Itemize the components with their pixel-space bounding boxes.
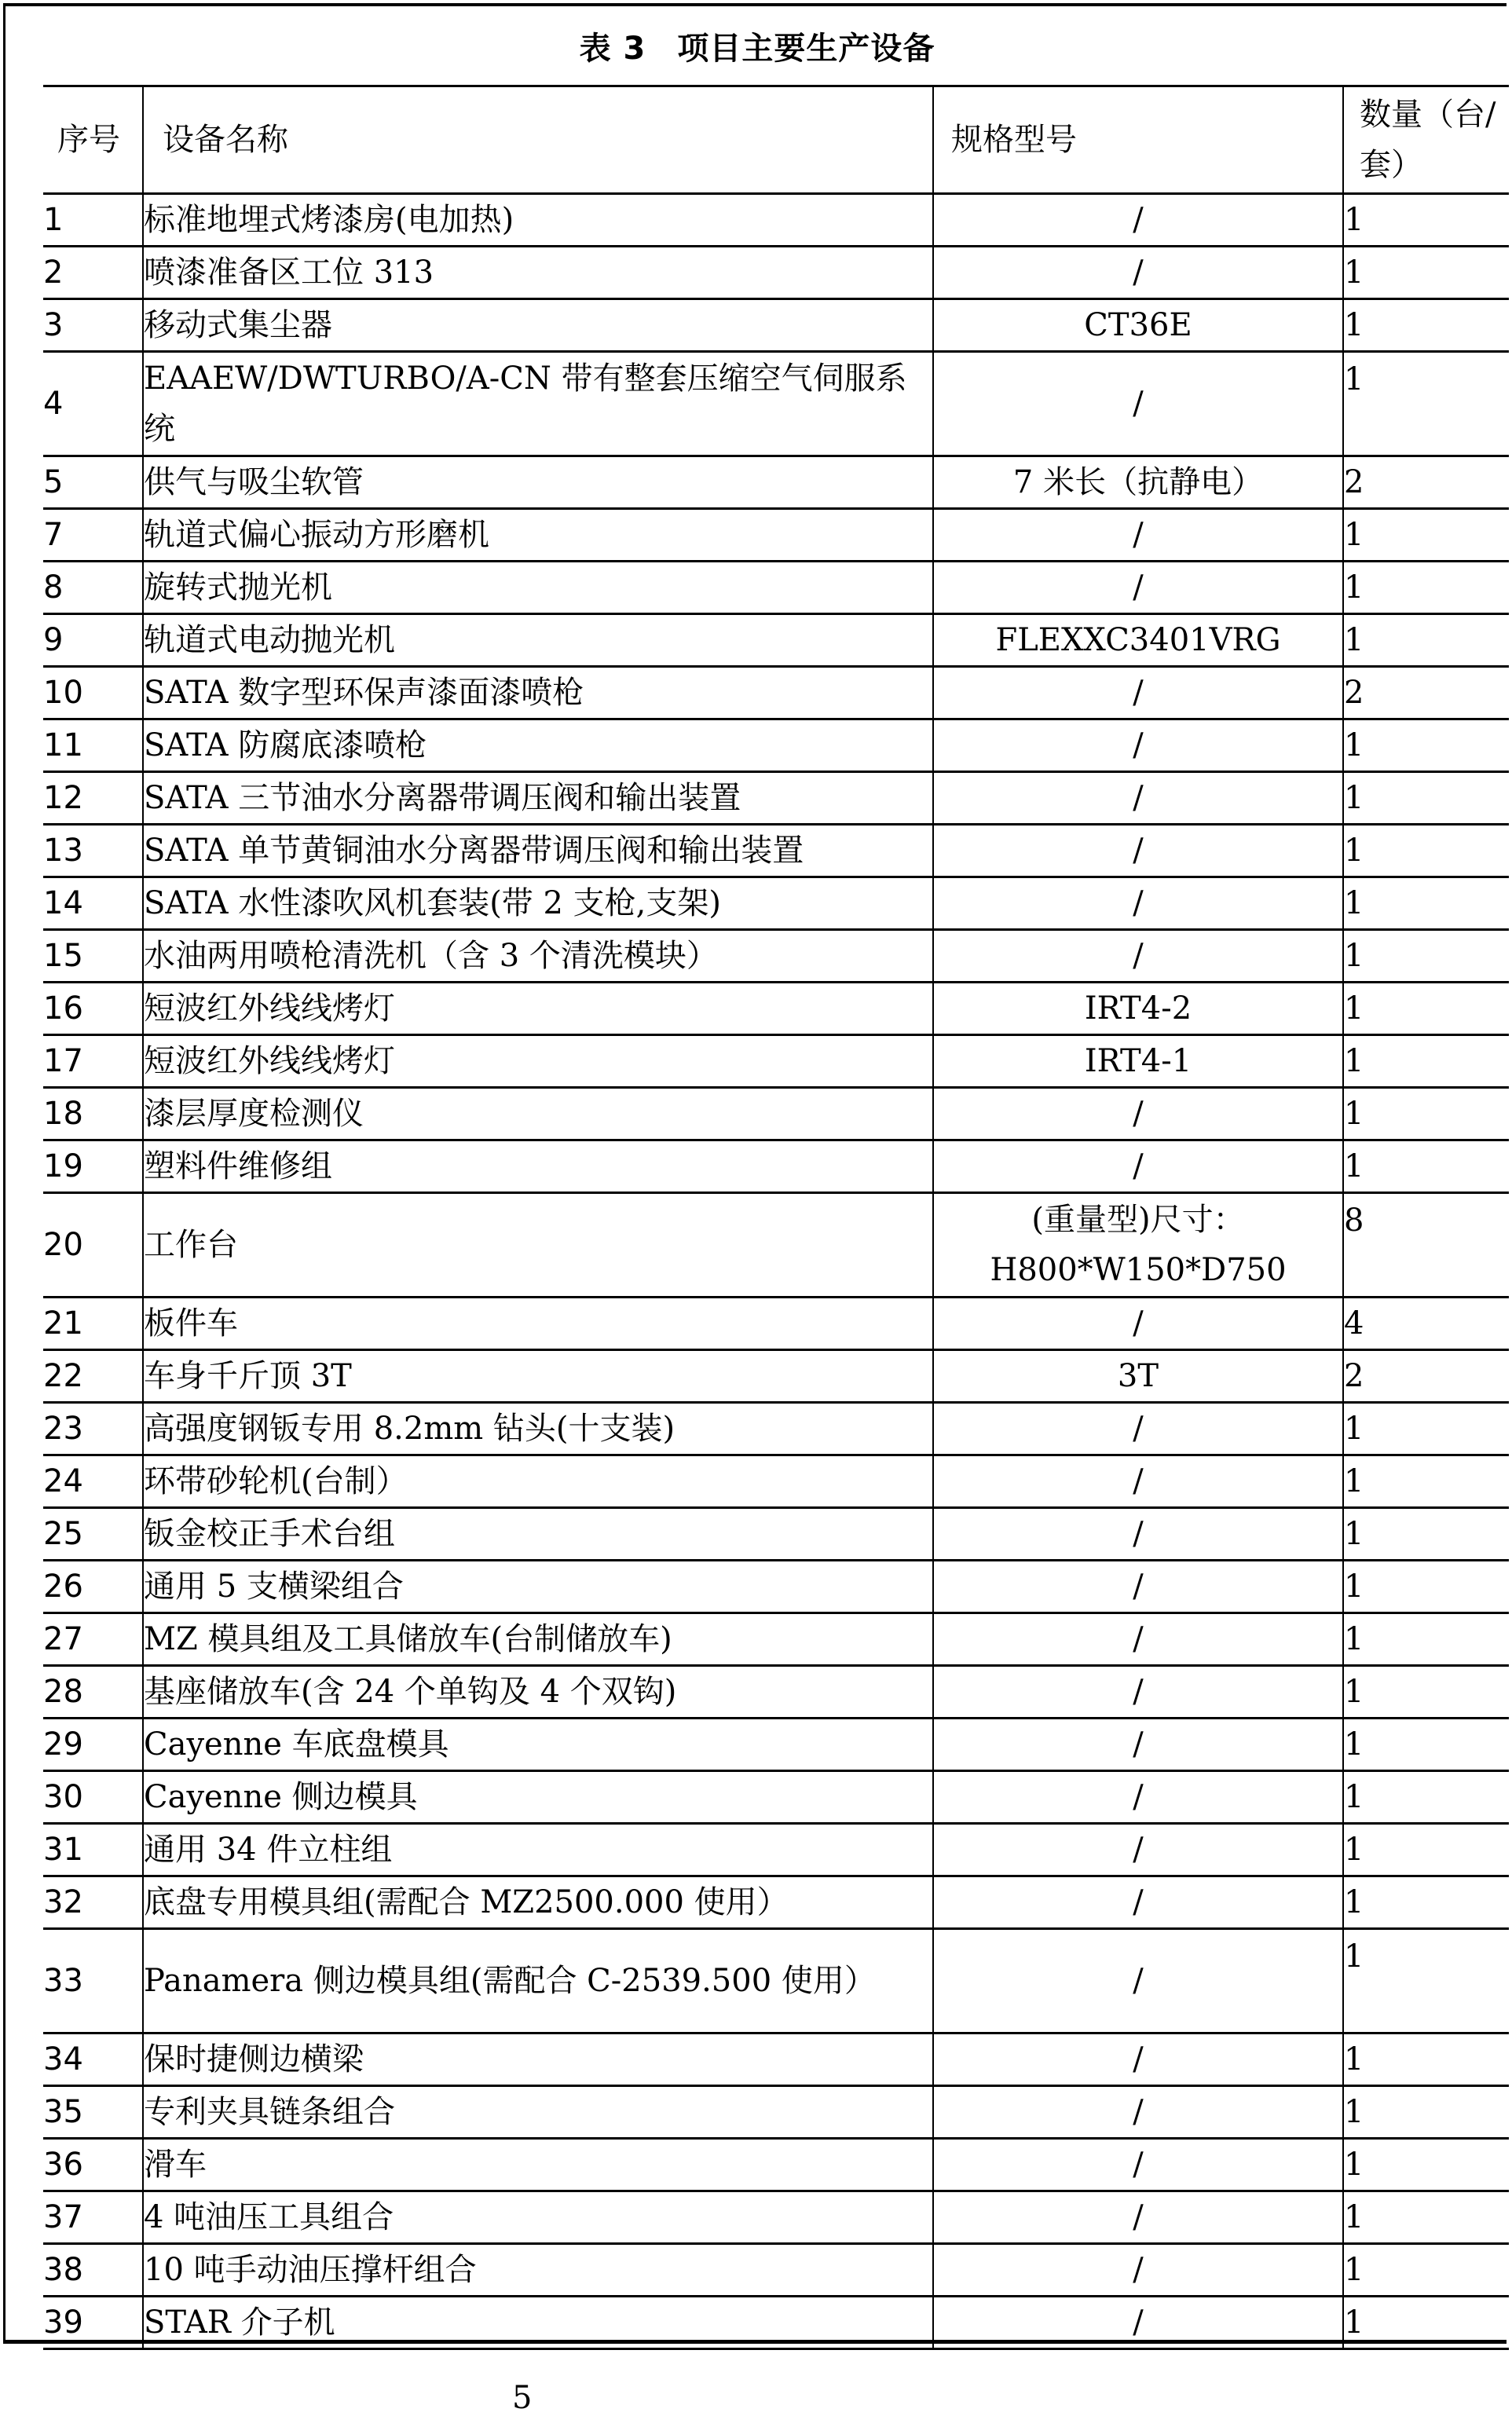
- table-row: [43, 614, 1509, 667]
- equipment-spec: /: [933, 1824, 1343, 1876]
- table-row: [43, 247, 1509, 299]
- row-number: 27: [43, 1613, 143, 1666]
- equipment-quantity: 1: [1343, 1035, 1509, 1088]
- equipment-spec: IRT4-1: [933, 1035, 1343, 1088]
- row-number: 34: [43, 2033, 143, 2086]
- row-number: 31: [43, 1824, 143, 1876]
- table-row: [43, 983, 1509, 1035]
- equipment-name: 喷漆准备区工位 313: [143, 247, 933, 299]
- equipment-quantity: 1: [1343, 1824, 1509, 1876]
- equipment-quantity: 1: [1343, 983, 1509, 1035]
- equipment-quantity: 1: [1343, 299, 1509, 352]
- table-row: [43, 1350, 1509, 1403]
- equipment-quantity: 1: [1343, 2139, 1509, 2191]
- table-row: [43, 2191, 1509, 2244]
- header-name: 设备名称: [143, 86, 933, 194]
- equipment-spec: /: [933, 2244, 1343, 2297]
- equipment-name: 车身千斤顶 3T: [143, 1350, 933, 1403]
- table-row: [43, 1298, 1509, 1350]
- row-number: 35: [43, 2086, 143, 2139]
- equipment-name: SATA 数字型环保声漆面漆喷枪: [143, 667, 933, 719]
- equipment-quantity: 1: [1343, 194, 1509, 247]
- table-row: [43, 719, 1509, 772]
- table-row: [43, 1876, 1509, 1929]
- table-title: [5, 6, 1509, 85]
- table-row: [43, 825, 1509, 877]
- table-title-number: 表 3: [579, 30, 646, 67]
- equipment-name: SATA 防腐底漆喷枪: [143, 719, 933, 772]
- equipment-name: 水油两用喷枪清洗机（含 3 个清洗模块）: [143, 930, 933, 983]
- row-number: 28: [43, 1666, 143, 1719]
- equipment-spec: /: [933, 1403, 1343, 1455]
- equipment-name: STAR 介子机: [143, 2297, 933, 2349]
- equipment-quantity: 1: [1343, 1561, 1509, 1613]
- equipment-quantity: 1: [1343, 1455, 1509, 1508]
- equipment-spec: /: [933, 930, 1343, 983]
- equipment-spec: /: [933, 562, 1343, 614]
- row-number: 24: [43, 1455, 143, 1508]
- equipment-name: 高强度钢钣专用 8.2mm 钻头(十支装): [143, 1403, 933, 1455]
- row-number: 39: [43, 2297, 143, 2349]
- equipment-name: 旋转式抛光机: [143, 562, 933, 614]
- equipment-name: 10 吨手动油压撑杆组合: [143, 2244, 933, 2297]
- equipment-spec: /: [933, 194, 1343, 247]
- header-qty: 数量（台/套）: [1343, 86, 1509, 194]
- row-number: 10: [43, 667, 143, 719]
- row-number: 16: [43, 983, 143, 1035]
- equipment-quantity: 1: [1343, 1613, 1509, 1666]
- table-frame: [3, 3, 1507, 2344]
- equipment-quantity: 1: [1343, 1088, 1509, 1140]
- table-row: [43, 667, 1509, 719]
- equipment-name: 标准地埋式烤漆房(电加热): [143, 194, 933, 247]
- row-number: 19: [43, 1140, 143, 1193]
- equipment-spec: 3T: [933, 1350, 1343, 1403]
- table-row: [43, 1140, 1509, 1193]
- row-number: 23: [43, 1403, 143, 1455]
- table-row: [43, 1719, 1509, 1771]
- row-number: 37: [43, 2191, 143, 2244]
- equipment-quantity: 1: [1343, 1771, 1509, 1824]
- equipment-name: 轨道式偏心振动方形磨机: [143, 509, 933, 562]
- equipment-name: 通用 5 支横梁组合: [143, 1561, 933, 1613]
- equipment-name: SATA 水性漆吹风机套装(带 2 支枪,支架): [143, 877, 933, 930]
- equipment-name: 工作台: [143, 1193, 933, 1298]
- equipment-quantity: 1: [1343, 1876, 1509, 1929]
- equipment-spec: 7 米长（抗静电）: [933, 456, 1343, 509]
- row-number: 15: [43, 930, 143, 983]
- equipment-quantity: 1: [1343, 719, 1509, 772]
- row-number: 33: [43, 1929, 143, 2033]
- equipment-quantity: 1: [1343, 2033, 1509, 2086]
- table-row: [43, 194, 1509, 247]
- table-row: [43, 2297, 1509, 2349]
- equipment-table: [43, 85, 1509, 2350]
- table-row: [43, 1193, 1509, 1298]
- row-number: 3: [43, 299, 143, 352]
- equipment-name: 专利夹具链条组合: [143, 2086, 933, 2139]
- equipment-spec: /: [933, 825, 1343, 877]
- equipment-spec: /: [933, 1140, 1343, 1193]
- equipment-spec: /: [933, 2297, 1343, 2349]
- table-row: [43, 299, 1509, 352]
- equipment-quantity: 1: [1343, 1403, 1509, 1455]
- equipment-spec: /: [933, 1666, 1343, 1719]
- equipment-quantity: 2: [1343, 667, 1509, 719]
- equipment-quantity: 1: [1343, 2086, 1509, 2139]
- row-number: 29: [43, 1719, 143, 1771]
- table-row: [43, 1088, 1509, 1140]
- row-number: 22: [43, 1350, 143, 1403]
- equipment-name: 漆层厚度检测仪: [143, 1088, 933, 1140]
- table-row: [43, 352, 1509, 456]
- table-row: [43, 1403, 1509, 1455]
- equipment-name: MZ 模具组及工具储放车(台制储放车): [143, 1613, 933, 1666]
- equipment-name: 轨道式电动抛光机: [143, 614, 933, 667]
- equipment-name: 环带砂轮机(台制）: [143, 1455, 933, 1508]
- table-header-row: [43, 86, 1509, 194]
- table-row: [43, 772, 1509, 825]
- equipment-quantity: 1: [1343, 509, 1509, 562]
- equipment-quantity: 1: [1343, 825, 1509, 877]
- equipment-spec: CT36E: [933, 299, 1343, 352]
- equipment-spec: /: [933, 1876, 1343, 1929]
- equipment-name: 短波红外线线烤灯: [143, 983, 933, 1035]
- spec-line: (重量型)尺寸：: [1031, 1202, 1245, 1238]
- row-number: 14: [43, 877, 143, 930]
- equipment-quantity: 8: [1343, 1193, 1509, 1298]
- equipment-name: 塑料件维修组: [143, 1140, 933, 1193]
- header-spec: 规格型号: [933, 86, 1343, 194]
- row-number: 21: [43, 1298, 143, 1350]
- equipment-quantity: 1: [1343, 772, 1509, 825]
- row-number: 30: [43, 1771, 143, 1824]
- table-row: [43, 877, 1509, 930]
- equipment-name: 保时捷侧边横梁: [143, 2033, 933, 2086]
- table-row: [43, 1613, 1509, 1666]
- row-number: 2: [43, 247, 143, 299]
- row-number: 4: [43, 352, 143, 456]
- table-row: [43, 2244, 1509, 2297]
- equipment-quantity: 4: [1343, 1298, 1509, 1350]
- table-row: [43, 2086, 1509, 2139]
- equipment-spec: /: [933, 877, 1343, 930]
- table-row: [43, 1455, 1509, 1508]
- row-number: 9: [43, 614, 143, 667]
- equipment-spec: /: [933, 719, 1343, 772]
- equipment-name: 基座储放车(含 24 个单钩及 4 个双钩): [143, 1666, 933, 1719]
- equipment-name: EAAEW/DWTURBO/A-CN 带有整套压缩空气伺服系统: [143, 352, 933, 456]
- row-number: 20: [43, 1193, 143, 1298]
- equipment-quantity: 1: [1343, 1666, 1509, 1719]
- equipment-spec: [933, 1193, 1343, 1298]
- equipment-spec: /: [933, 509, 1343, 562]
- page-number: 5: [512, 2380, 533, 2416]
- table-row: [43, 562, 1509, 614]
- table-row: [43, 930, 1509, 983]
- equipment-spec: FLEXXC3401VRG: [933, 614, 1343, 667]
- equipment-spec: /: [933, 2086, 1343, 2139]
- row-number: 36: [43, 2139, 143, 2191]
- equipment-quantity: 1: [1343, 1508, 1509, 1561]
- equipment-spec: /: [933, 1771, 1343, 1824]
- row-number: 18: [43, 1088, 143, 1140]
- equipment-name: 通用 34 件立柱组: [143, 1824, 933, 1876]
- equipment-spec: /: [933, 1298, 1343, 1350]
- row-number: 12: [43, 772, 143, 825]
- equipment-name: Cayenne 侧边模具: [143, 1771, 933, 1824]
- equipment-quantity: 1: [1343, 352, 1509, 456]
- row-number: 25: [43, 1508, 143, 1561]
- equipment-name: SATA 三节油水分离器带调压阀和输出装置: [143, 772, 933, 825]
- equipment-spec: /: [933, 247, 1343, 299]
- equipment-spec: IRT4-2: [933, 983, 1343, 1035]
- row-number: 13: [43, 825, 143, 877]
- row-number: 11: [43, 719, 143, 772]
- equipment-quantity: 1: [1343, 562, 1509, 614]
- header-no: 序号: [43, 86, 143, 194]
- equipment-spec: /: [933, 1455, 1343, 1508]
- equipment-spec: /: [933, 667, 1343, 719]
- row-number: 38: [43, 2244, 143, 2297]
- equipment-name: 钣金校正手术台组: [143, 1508, 933, 1561]
- equipment-quantity: 2: [1343, 1350, 1509, 1403]
- equipment-name: 4 吨油压工具组合: [143, 2191, 933, 2244]
- equipment-name: 底盘专用模具组(需配合 MZ2500.000 使用）: [143, 1876, 933, 1929]
- equipment-quantity: 1: [1343, 930, 1509, 983]
- equipment-spec: /: [933, 2139, 1343, 2191]
- row-number: 26: [43, 1561, 143, 1613]
- table-row: [43, 1929, 1509, 2033]
- table-title-text: 项目主要生产设备: [677, 30, 935, 67]
- equipment-quantity: 1: [1343, 1140, 1509, 1193]
- equipment-name: 板件车: [143, 1298, 933, 1350]
- spec-line: H800*W150*D750: [990, 1252, 1287, 1288]
- row-number: 5: [43, 456, 143, 509]
- equipment-spec: /: [933, 1561, 1343, 1613]
- equipment-name: 短波红外线线烤灯: [143, 1035, 933, 1088]
- row-number: 8: [43, 562, 143, 614]
- equipment-spec: /: [933, 772, 1343, 825]
- equipment-quantity: 1: [1343, 247, 1509, 299]
- equipment-spec: /: [933, 2033, 1343, 2086]
- equipment-quantity: 1: [1343, 2297, 1509, 2349]
- table-body: [43, 194, 1509, 2349]
- table-row: [43, 1561, 1509, 1613]
- equipment-name: Panamera 侧边模具组(需配合 C-2539.500 使用）: [143, 1929, 933, 2033]
- equipment-name: 滑车: [143, 2139, 933, 2191]
- equipment-spec: /: [933, 352, 1343, 456]
- table-row: [43, 509, 1509, 562]
- equipment-spec: /: [933, 1088, 1343, 1140]
- equipment-quantity: 1: [1343, 1929, 1509, 2033]
- equipment-spec: /: [933, 1719, 1343, 1771]
- equipment-spec: /: [933, 2191, 1343, 2244]
- equipment-name: 供气与吸尘软管: [143, 456, 933, 509]
- table-row: [43, 1508, 1509, 1561]
- table-row: [43, 1035, 1509, 1088]
- table-row: [43, 456, 1509, 509]
- table-row: [43, 1666, 1509, 1719]
- equipment-name: SATA 单节黄铜油水分离器带调压阀和输出装置: [143, 825, 933, 877]
- equipment-quantity: 1: [1343, 877, 1509, 930]
- table-row: [43, 1824, 1509, 1876]
- equipment-spec: /: [933, 1613, 1343, 1666]
- row-number: 32: [43, 1876, 143, 1929]
- equipment-spec: /: [933, 1508, 1343, 1561]
- equipment-quantity: 1: [1343, 614, 1509, 667]
- row-number: 1: [43, 194, 143, 247]
- table-row: [43, 1771, 1509, 1824]
- equipment-quantity: 1: [1343, 1719, 1509, 1771]
- row-number: 7: [43, 509, 143, 562]
- equipment-quantity: 1: [1343, 2244, 1509, 2297]
- equipment-name: 移动式集尘器: [143, 299, 933, 352]
- equipment-name: Cayenne 车底盘模具: [143, 1719, 933, 1771]
- table-row: [43, 2139, 1509, 2191]
- equipment-quantity: 1: [1343, 2191, 1509, 2244]
- table-row: [43, 2033, 1509, 2086]
- equipment-quantity: 2: [1343, 456, 1509, 509]
- row-number: 17: [43, 1035, 143, 1088]
- equipment-spec: /: [933, 1929, 1343, 2033]
